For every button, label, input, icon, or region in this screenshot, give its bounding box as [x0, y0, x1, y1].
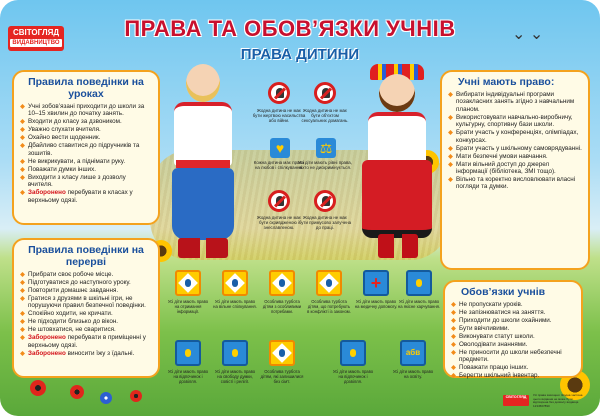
tile-caption: Усі діти мають право на вільне спілкування.: [213, 299, 257, 309]
boy-trousers: [172, 168, 234, 240]
list-item: Не пропускати уроків.: [451, 301, 575, 308]
tile-caption: Усі діти мають право на якісне харчування.: [397, 299, 441, 309]
list-item: Прибрати своє робоче місце.: [20, 271, 152, 278]
list-item: Приходити до школи охайними.: [451, 317, 575, 324]
tile-caption: Усі діти мають право на відпочинок і дозвілля.: [167, 369, 209, 384]
footer-logo: СВІТОГЛЯД: [503, 395, 529, 406]
tile-caption: Усі діти мають право на свободу думки, совісті і релігії.: [214, 369, 256, 384]
poppy-decoration: [70, 385, 84, 399]
rest-leisure-icon: [175, 340, 201, 366]
sign-caption: Жодна дитина не має бути примусово залучена до праці.: [298, 215, 352, 230]
poppy-decoration: [30, 380, 46, 396]
list-item: Поважати думки інших.: [20, 166, 152, 173]
warning-text: перебувати в приміщенні у верхньому одязі.: [28, 334, 146, 349]
duties-panel: [443, 280, 583, 378]
list-item: Бути ввічливими.: [451, 325, 575, 332]
leisure-icon: [340, 340, 366, 366]
abc-label: абв: [405, 348, 421, 357]
lesson-rules-heading: Правила поведінки на уроках: [28, 76, 144, 100]
sign-caption: Кожна дитина має право на любов і спілкування.: [253, 160, 305, 170]
cornflower-decoration: [100, 392, 112, 404]
poster-subtitle: ПРАВА ДИТИНИ: [240, 46, 360, 63]
lesson-rules-list: [20, 103, 152, 204]
girl-blouse: [368, 112, 426, 166]
tile-caption: Усі діти мають право на отримання інформації.: [167, 299, 209, 314]
boy-belt: [176, 160, 230, 168]
love-icon: ♥: [270, 138, 290, 158]
warning-word: Заборонено: [28, 349, 66, 357]
list-item: Гратися з друзями в шкільні ігри, не порушуючи правил безпечної поведінки.: [20, 295, 152, 310]
list-item: [20, 334, 152, 349]
publisher-name: СВІТОГЛЯД: [12, 28, 60, 37]
girl-illustration: [352, 64, 442, 264]
tile-caption: Особлива турбота дітям з особливими потребами.: [262, 299, 302, 314]
tile-caption: Усі діти мають право на відпочинок і дозвілля.: [332, 369, 374, 384]
information-right-icon: [175, 270, 201, 296]
no-humiliation-icon: [268, 190, 290, 212]
list-item: Не підходити близько до вікон.: [20, 318, 152, 325]
warning-text: виносити їжу з їдальні.: [65, 349, 135, 357]
list-item: Мати безпечні умови навчання.: [448, 153, 582, 160]
warning-word: Заборонено: [28, 189, 66, 197]
tile-caption: Особлива турбота дітям, що потребують в конфлікті із законом.: [307, 299, 351, 314]
list-item: Дбайливо ставитися до підручників та зошитів.: [20, 142, 152, 157]
plus-label: +: [370, 273, 382, 293]
list-item: Брати участь у шкільному самоврядуванні.: [448, 145, 582, 152]
list-item: Вільно та коректно висловлювати власні погляди та думки.: [448, 176, 582, 191]
communication-right-icon: [222, 270, 248, 296]
duties-heading: Обов’язки учнів: [461, 286, 546, 298]
no-child-labor-icon: [314, 190, 336, 212]
sign-caption: Жодна дитина не має бути жертвою насильства або війни.: [252, 108, 306, 123]
list-item: Брати участь у конференціях, олімпіадах, конкурсах.: [448, 129, 582, 144]
footer-imprint: Усі права захищені. Жодна частина цього видання не може бути відтворена без дозволу видавця. 1234567890: [533, 393, 583, 408]
list-item: Не запізнюватися на заняття.: [451, 309, 575, 316]
duties-list: [451, 301, 575, 380]
student-rights-list: [448, 91, 582, 191]
break-rules-panel: [12, 238, 160, 378]
list-item: Учні зобов’язані приходити до школи за 10–15 хвилин до початку занять.: [20, 103, 152, 118]
student-rights-panel: [440, 70, 590, 270]
sign-caption: Усі діти мають рівні права, ніхто не дискримінується.: [298, 160, 352, 170]
list-item: Берегти шкільний інвентар.: [451, 372, 575, 379]
list-item: Уважно слухати вчителя.: [20, 126, 152, 133]
boy-head: [186, 64, 220, 102]
list-item: Виходити з класу лише з дозволу вчителя.: [20, 174, 152, 189]
list-item: Не викрикувати, а піднімати руку.: [20, 158, 152, 165]
poppy-decoration: [130, 390, 142, 402]
list-item: Використовувати навчально-виробничу, культурну, спортивну бази школи.: [448, 114, 582, 129]
nutrition-icon: [406, 270, 432, 296]
special-needs-icon: [269, 270, 295, 296]
sign-caption: Жодна дитина не має бути об’єктом сексуальних домагань.: [301, 108, 349, 123]
boy-shirt: [174, 102, 232, 166]
sign-caption: Жодна дитина не має бути скривдженою і знеславленою.: [256, 215, 302, 230]
tile-caption: Особлива турбота дітям, які залишилися без сім’ї.: [260, 369, 304, 384]
law-conflict-icon: [316, 270, 342, 296]
girl-head: [379, 74, 415, 112]
list-item: Мати вільний доступ до джерел інформації (бібліотека, ЗМІ тощо).: [448, 161, 582, 176]
education-icon: [400, 340, 426, 366]
list-item: Вибирати індивідуальні програми позакласних занять згідно з навчальним планом.: [448, 91, 582, 113]
list-item: [20, 189, 152, 204]
list-item: Повторити домашнє завдання.: [20, 287, 152, 294]
no-harassment-icon: [314, 82, 336, 104]
equal-rights-icon: ⚖: [316, 138, 336, 158]
list-item: Входити до класу за дзвоником.: [20, 118, 152, 125]
student-rights-heading: Учні мають право:: [458, 76, 555, 88]
no-violence-icon: [268, 82, 290, 104]
list-item: Виконувати статут школи.: [451, 333, 575, 340]
list-item: Не приносити до школи небезпечні предмети.: [451, 349, 575, 364]
list-item: [20, 350, 152, 357]
list-item: Підготуватися до наступного уроку.: [20, 279, 152, 286]
list-item: Охайно вести щоденник.: [20, 134, 152, 141]
publisher-subname: ВИДАВНИЦТВО: [10, 39, 62, 47]
list-item: Спокійно ходити, не кричати.: [20, 310, 152, 317]
break-rules-heading: Правила поведінки на перерві: [28, 244, 144, 268]
storks-icon: ⌄ ⌄: [512, 26, 544, 43]
list-item: Оволодівати знаннями.: [451, 341, 575, 348]
boy-boots: [178, 238, 228, 258]
girl-skirt: [362, 160, 432, 238]
break-rules-list: [20, 271, 152, 357]
list-item: Поважати працю інших.: [451, 364, 575, 371]
girl-boots: [378, 234, 418, 258]
freedom-of-thought-icon: [222, 340, 248, 366]
warning-word: Заборонено: [28, 334, 66, 342]
lesson-rules-panel: [12, 70, 160, 225]
publisher-logo: [8, 26, 64, 51]
medical-help-icon: [363, 270, 389, 296]
tile-caption: Усі діти мають право на освіту.: [392, 369, 434, 379]
warning-text: перебувати в класах у верхньому одязі.: [28, 189, 133, 204]
tile-caption: Усі діти мають право на медичну допомогу.: [354, 299, 398, 309]
poster-title: ПРАВА ТА ОБОВ’ЯЗКИ УЧНІВ: [124, 16, 456, 41]
list-item: Не штовхатися, не сваритися.: [20, 326, 152, 333]
boy-illustration: [158, 60, 248, 265]
no-family-care-icon: [269, 340, 295, 366]
